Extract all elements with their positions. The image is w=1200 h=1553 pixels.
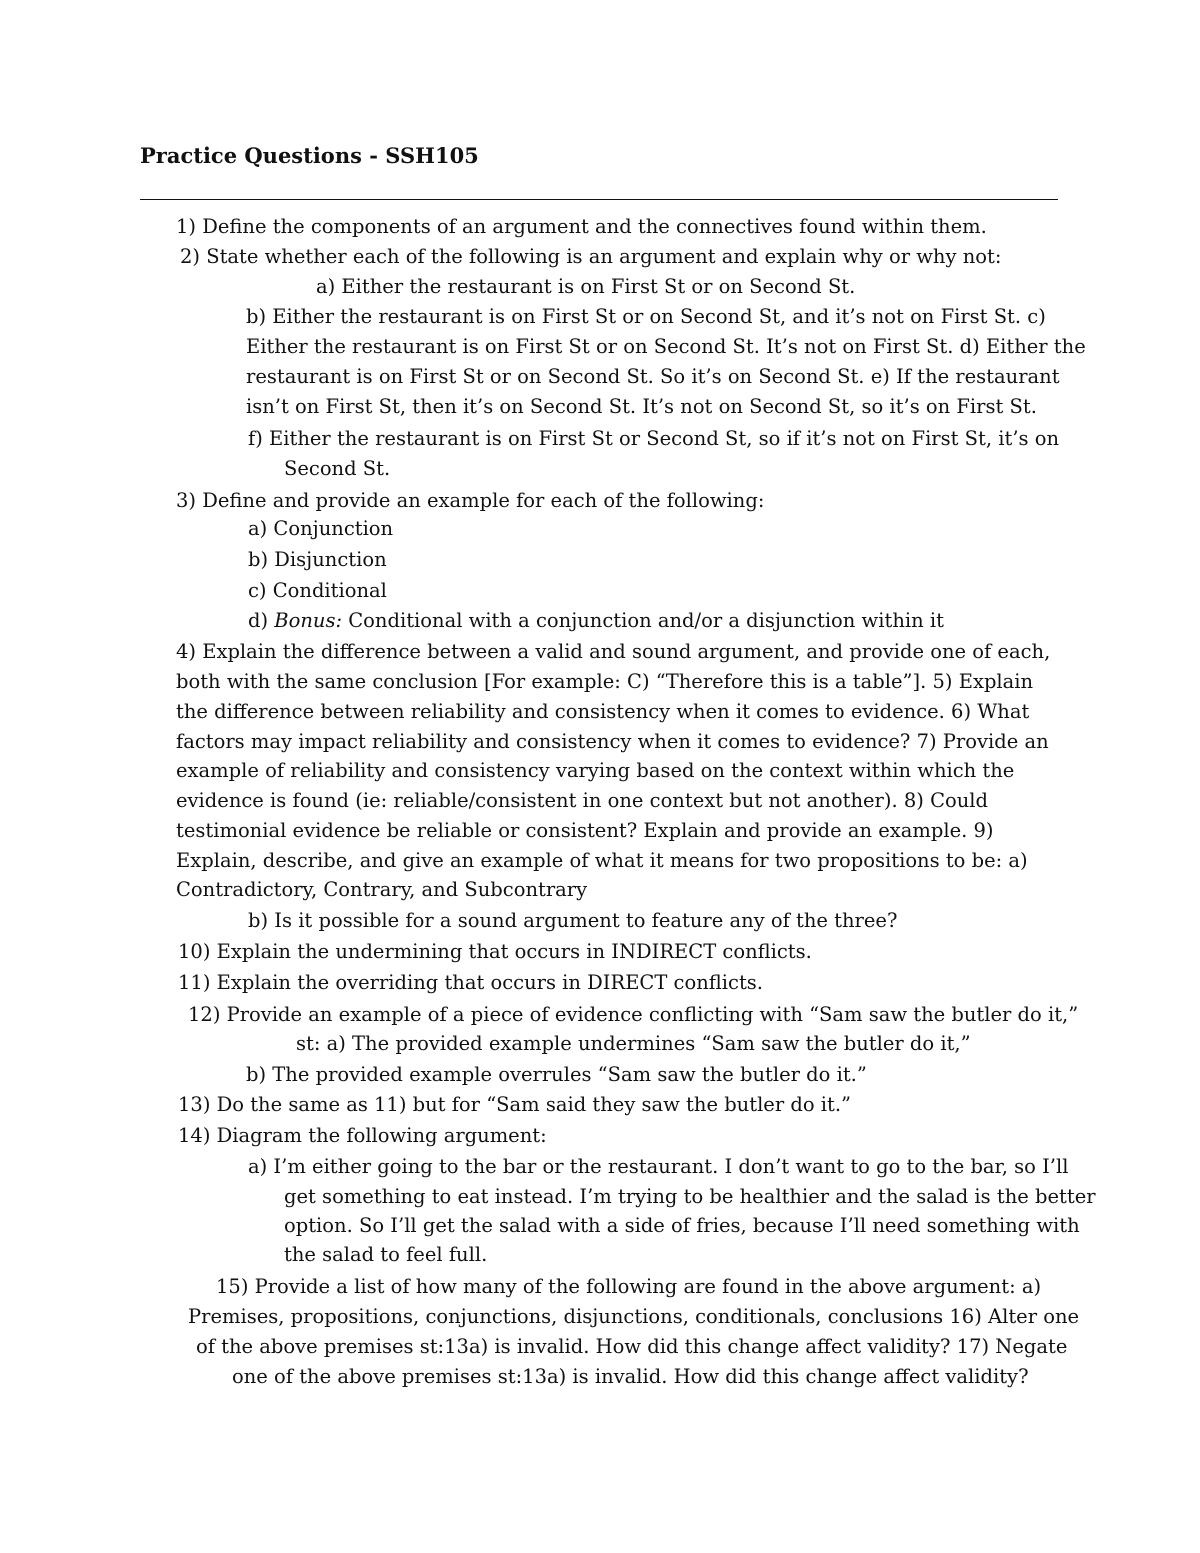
question-line: Premises, propositions, conjunctions, disjunctions, conditionals, conclusions 16) Alter one	[188, 1305, 1080, 1328]
bonus-label: Bonus:	[274, 609, 343, 632]
question-line: isn’t on First St, then it’s on Second St. It’s not on Second St, so it’s on First St.	[246, 395, 1037, 418]
question-line: Contradictory, Contrary, and Subcontrary	[176, 878, 588, 901]
question-line: b) Disjunction	[248, 548, 387, 571]
question-line: 15) Provide a list of how many of the following are found in the above argument: a)	[216, 1275, 1042, 1298]
question-line: 10) Explain the undermining that occurs in INDIRECT conflicts.	[178, 940, 812, 963]
question-line: a) Either the restaurant is on First St or on Second St.	[316, 275, 856, 298]
question-line: 1) Define the components of an argument and the connectives found within them.	[176, 215, 987, 238]
question-line: b) Either the restaurant is on First St or on Second St, and it’s not on First St. c)	[246, 305, 1046, 328]
question-line: option. So I’ll get the salad with a side of fries, because I’ll need something with	[284, 1214, 1080, 1237]
question-line: a) I’m either going to the bar or the restaurant. I don’t want to go to the bar, so I’ll	[248, 1155, 1069, 1178]
question-line	[248, 606, 944, 636]
question-line: the difference between reliability and consistency when it comes to evidence. 6) What	[176, 700, 1030, 723]
question-line: of the above premises st:13a) is invalid. How did this change affect validity? 17) Negate	[196, 1335, 1068, 1358]
question-line: factors may impact reliability and consistency when it comes to evidence? 7) Provide an	[176, 730, 1049, 753]
question-line: get something to eat instead. I’m trying to be healthier and the salad is the better	[284, 1185, 1096, 1208]
question-line: st: a) The provided example undermines “Sam saw the butler do it,”	[296, 1032, 971, 1055]
question-line: evidence is found (ie: reliable/consistent in one context but not another). 8) Could	[176, 789, 989, 812]
question-line: the salad to feel full.	[284, 1243, 488, 1266]
title-divider	[140, 199, 1058, 200]
question-line: one of the above premises st:13a) is invalid. How did this change affect validity?	[232, 1365, 1029, 1388]
question-line: testimonial evidence be reliable or consistent? Explain and provide an example. 9)	[176, 819, 994, 842]
question-line: 12) Provide an example of a piece of evidence conflicting with “Sam saw the butler do it,”	[188, 1003, 1079, 1026]
bonus-text: Conditional with a conjunction and/or a disjunction within it	[342, 609, 944, 632]
question-line: c) Conditional	[248, 579, 387, 602]
question-line: 4) Explain the difference between a valid and sound argument, and provide one of each,	[176, 640, 1051, 663]
question-line: 14) Diagram the following argument:	[178, 1124, 547, 1147]
question-line: 13) Do the same as 11) but for “Sam said they saw the butler do it.”	[178, 1093, 852, 1116]
document-title: Practice Questions - SSH105	[140, 143, 479, 168]
question-line: b) The provided example overrules “Sam saw the butler do it.”	[246, 1063, 867, 1086]
question-line: Second St.	[284, 457, 391, 480]
question-line: f) Either the restaurant is on First St or Second St, so if it’s not on First St, it’s on	[248, 427, 1060, 450]
question-line: Either the restaurant is on First St or on Second St. It’s not on First St. d) Either the	[246, 335, 1086, 358]
question-line: example of reliability and consistency varying based on the context within which the	[176, 759, 1015, 782]
question-line: 11) Explain the overriding that occurs in DIRECT conflicts.	[178, 971, 763, 994]
question-line: b) Is it possible for a sound argument to feature any of the three?	[248, 909, 898, 932]
question-line-prefix: d)	[248, 609, 275, 632]
question-line: 2) State whether each of the following is an argument and explain why or why not:	[180, 245, 1002, 268]
question-line: restaurant is on First St or on Second St. So it’s on Second St. e) If the restaurant	[246, 365, 1060, 388]
question-line: 3) Define and provide an example for each of the following:	[176, 489, 765, 512]
question-line: a) Conjunction	[248, 517, 394, 540]
question-line: both with the same conclusion [For example: C) “Therefore this is a table”]. 5) Explain	[176, 670, 1034, 693]
question-line: Explain, describe, and give an example of what it means for two propositions to be: a)	[176, 849, 1028, 872]
